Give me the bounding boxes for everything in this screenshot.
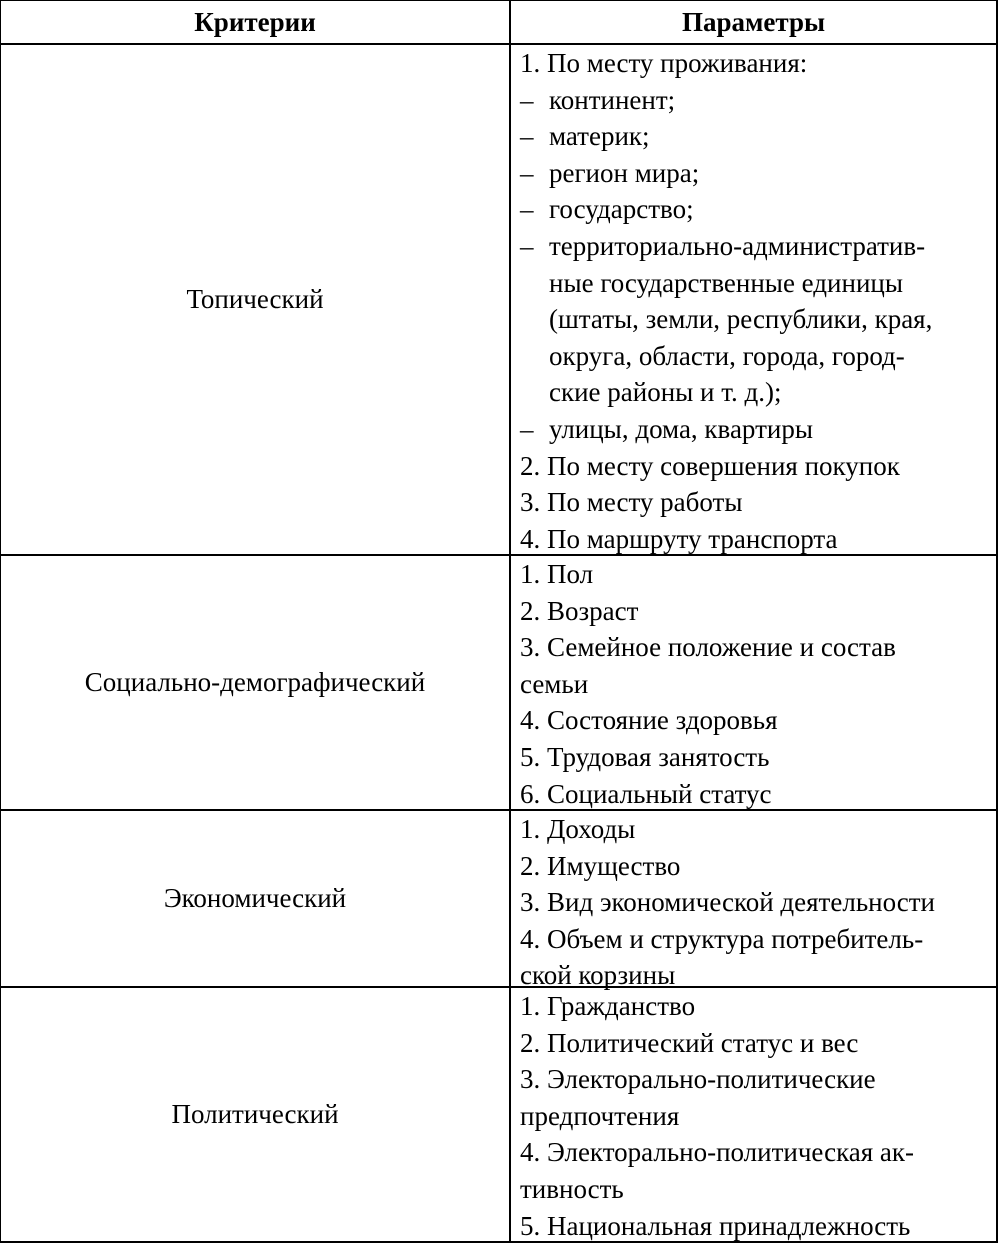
table-row xyxy=(1,811,996,991)
parameter-text: 3. Вид экономической деятельности xyxy=(520,887,935,918)
parameter-line xyxy=(520,374,996,411)
parameter-text: материк; xyxy=(549,121,650,152)
parameter-line xyxy=(520,739,996,776)
parameter-text: 1. Гражданство xyxy=(520,991,696,1021)
parameter-line xyxy=(520,521,996,558)
parameter-text: 2. Возраст xyxy=(520,595,639,626)
parameter-text: ные государственные единицы xyxy=(549,267,903,298)
parameter-text: 1. Доходы xyxy=(520,814,636,844)
parameter-text: 4. Состояние здоровья xyxy=(520,705,778,736)
parameter-line xyxy=(520,629,996,666)
header-parameters: Параметры xyxy=(681,6,826,37)
parameters-cell xyxy=(511,811,996,991)
parameter-line xyxy=(520,448,996,485)
parameter-text: 5. Национальная принадлежность xyxy=(520,1210,911,1241)
parameter-line xyxy=(520,702,996,739)
parameter-text: 5. Трудовая занятость xyxy=(520,741,770,772)
table-row xyxy=(1,988,996,1242)
parameter-line xyxy=(520,155,996,192)
parameter-text: 4. По маршруту транспорта xyxy=(520,523,838,554)
parameter-text: регион мира; xyxy=(549,157,700,188)
dash-bullet: – xyxy=(520,230,534,261)
table-row xyxy=(1,556,996,811)
parameter-line xyxy=(520,811,996,848)
parameter-text: улицы, дома, квартиры xyxy=(549,413,813,444)
parameter-text: 1. По месту проживания: xyxy=(520,48,808,78)
header-criteria: Критерии xyxy=(1,1,511,43)
parameter-text: континент; xyxy=(549,84,676,115)
parameter-line xyxy=(520,988,996,1025)
parameters-cell xyxy=(511,988,996,1241)
dash-bullet: – xyxy=(520,157,534,188)
parameter-line xyxy=(520,338,996,375)
parameter-text: ские районы и т. д.); xyxy=(549,377,782,408)
parameter-text: 2. Политический статус и вес xyxy=(520,1027,859,1058)
parameter-line xyxy=(520,228,996,265)
dash-bullet: – xyxy=(520,84,534,115)
parameter-text: 2. По месту совершения покупок xyxy=(520,450,900,481)
parameter-line xyxy=(520,45,996,82)
parameter-text: 3. По месту работы xyxy=(520,487,743,518)
parameter-line xyxy=(520,265,996,302)
dash-bullet: – xyxy=(520,194,534,225)
criterion-cell: Экономический xyxy=(1,811,511,986)
parameter-text: 6. Социальный статус xyxy=(520,778,772,809)
parameter-text: 4. Объем и структура потребитель- xyxy=(520,923,924,954)
parameter-line xyxy=(520,191,996,228)
parameter-line xyxy=(520,776,996,813)
table-row xyxy=(1,45,996,556)
parameter-line xyxy=(520,556,996,593)
parameter-text: семьи xyxy=(520,668,589,699)
parameter-line xyxy=(520,1098,996,1135)
parameters-cell xyxy=(511,556,996,809)
dash-bullet: – xyxy=(520,413,534,444)
parameter-text: 4. Электорально-политическая ак- xyxy=(520,1137,915,1168)
parameter-line xyxy=(520,1025,996,1062)
dash-bullet: – xyxy=(520,121,534,152)
parameter-line xyxy=(520,1061,996,1098)
parameter-line xyxy=(520,1134,996,1171)
criterion-cell: Политический xyxy=(1,988,511,1241)
parameter-line xyxy=(520,593,996,630)
parameter-line xyxy=(520,1171,996,1208)
parameter-text: 3. Электорально-политические xyxy=(520,1064,876,1095)
parameter-text: (штаты, земли, республики, края, xyxy=(549,304,933,335)
parameter-line xyxy=(520,82,996,119)
parameter-text: тивность xyxy=(520,1173,624,1204)
parameter-text: государство; xyxy=(549,194,694,225)
parameter-line xyxy=(520,484,996,521)
parameters-cell xyxy=(511,45,996,554)
parameter-line xyxy=(520,301,996,338)
parameter-text: 2. Имущество xyxy=(520,850,681,881)
parameter-text: округа, области, города, город- xyxy=(549,340,905,371)
parameter-text: территориально-административ- xyxy=(549,230,926,261)
parameter-line xyxy=(520,666,996,703)
parameter-line xyxy=(520,118,996,155)
parameter-text: 3. Семейное положение и состав xyxy=(520,632,896,663)
parameter-text: ской корзины xyxy=(520,960,676,991)
criterion-cell: Топический xyxy=(1,45,511,554)
parameter-line xyxy=(520,848,996,885)
parameter-line xyxy=(520,411,996,448)
criterion-cell: Социально-демографический xyxy=(1,556,511,809)
parameter-line xyxy=(520,1208,996,1244)
parameter-line xyxy=(520,921,996,958)
parameter-line xyxy=(520,884,996,921)
parameter-text: 1. Пол xyxy=(520,559,594,589)
table-header-row xyxy=(1,1,996,45)
parameter-text: предпочтения xyxy=(520,1100,680,1131)
